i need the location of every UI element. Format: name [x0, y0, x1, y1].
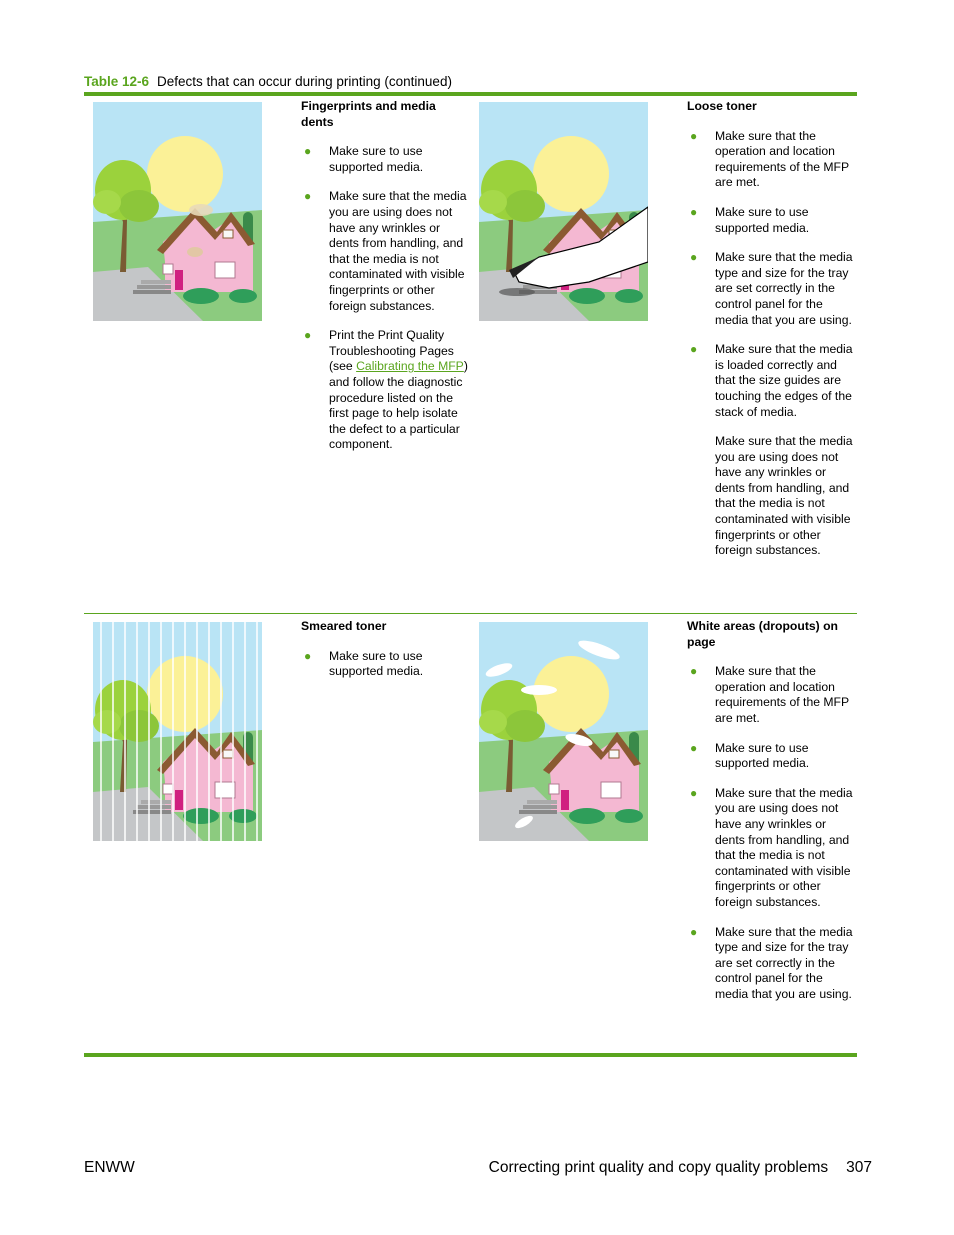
table-caption	[84, 74, 452, 89]
bullet-dot-icon: ●	[690, 204, 698, 219]
bullet-dot-icon: ●	[690, 128, 698, 143]
smeared-toner-sample-image	[93, 622, 262, 841]
list-item: ● Make sure to use supported media.	[304, 648, 424, 679]
table-number: Table 12-6	[84, 74, 150, 89]
bullet-list	[301, 144, 471, 453]
fingerprints-sample-image	[93, 102, 262, 321]
page-number: 307	[846, 1159, 872, 1176]
bullet-list	[301, 649, 471, 680]
list-item: ● Make sure that the media is loaded correctly and that the size guides are touching the edges of the stack of media.	[690, 342, 853, 419]
row-divider	[84, 613, 857, 614]
defect-title: Smeared toner	[301, 619, 387, 633]
defect-title: Loose toner	[687, 99, 757, 113]
bullet-dot-icon: ●	[304, 189, 312, 204]
fingerprints-description	[301, 99, 471, 467]
white-areas-description	[687, 619, 857, 1016]
bullet-dot-icon: ●	[304, 648, 312, 663]
table-bottom-rule	[84, 1053, 857, 1057]
list-item: ● Make sure that the media you are using does not have any wrinkles or dents from handling, and that the media is not contaminated with visible fingerprints or other foreign substances.	[304, 189, 467, 313]
list-item: ● Make sure to use supported media.	[690, 740, 810, 771]
bullet-dot-icon: ●	[690, 250, 698, 265]
bullet-dot-icon: ●	[304, 328, 312, 343]
list-item: ● Make sure to use supported media.	[304, 144, 424, 174]
loose-toner-description	[687, 99, 857, 559]
white-areas-sample-image	[479, 622, 648, 841]
list-item: ● Make sure that the operation and location requirements of the MFP are met.	[690, 128, 849, 190]
calibrating-mfp-link[interactable]: Calibrating the MFP	[356, 359, 464, 374]
list-item: ● Make sure that the media type and size for the tray are set correctly in the control panel for the media that you are using.	[690, 924, 853, 1001]
footer-left: ENWW	[84, 1159, 135, 1176]
extra-paragraph: Make sure that the media you are using does not have any wrinkles or dents from handling, and that the media is not contaminated with visible fingerprints or other foreign substances.	[715, 434, 853, 558]
bullet-dot-icon: ●	[304, 144, 312, 159]
bullet-list	[687, 664, 857, 1002]
table-top-rule	[84, 92, 857, 96]
list-item: ● Print the Print Quality Troubleshooting Pages (see Calibrating the MFP) and follow the diagnostic procedure listed on the first page to help isolate the defect to a particular component.	[304, 328, 468, 452]
list-item: ● Make sure to use supported media.	[690, 204, 810, 235]
table-title: Defects that can occur during printing (continued)	[157, 74, 452, 89]
bullet-dot-icon: ●	[690, 342, 698, 357]
bullet-dot-icon: ●	[690, 740, 698, 755]
loose-toner-sample-image	[479, 102, 648, 321]
defect-title: Fingerprints and media dents	[301, 99, 436, 129]
list-item: ● Make sure that the operation and location requirements of the MFP are met.	[690, 664, 849, 725]
smeared-toner-description	[301, 619, 471, 694]
defect-title: White areas (dropouts) on page	[687, 619, 838, 649]
list-item: ● Make sure that the media type and size for the tray are set correctly in the control panel for the media that you are using.	[690, 250, 853, 327]
footer-right	[489, 1159, 872, 1177]
footer-section-title: Correcting print quality and copy quality problems	[488, 1159, 829, 1176]
bullet-dot-icon: ●	[690, 924, 698, 939]
bullet-dot-icon: ●	[690, 664, 698, 679]
bullet-list	[687, 129, 857, 421]
bullet-dot-icon: ●	[690, 785, 698, 800]
list-item: ● Make sure that the media you are using does not have any wrinkles or dents from handling, and that the media is not contaminated with visible fingerprints or other foreign substances.	[690, 785, 853, 909]
